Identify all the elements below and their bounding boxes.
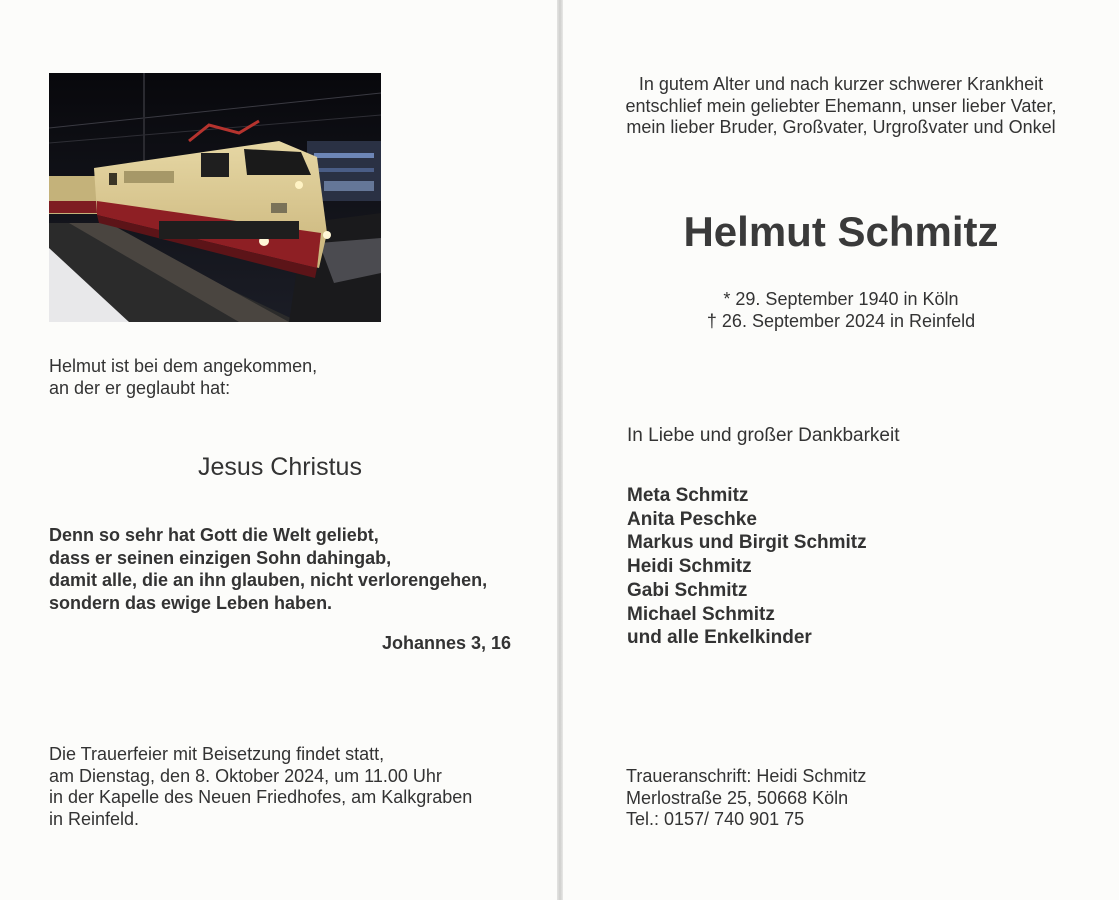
family-member: Michael Schmitz xyxy=(627,603,775,625)
verse-reference: Johannes 3, 16 xyxy=(381,633,511,653)
family-member: Meta Schmitz xyxy=(627,485,749,506)
phone-line: Tel.: 0157/ 740 901 75 xyxy=(626,809,805,829)
family-list xyxy=(627,484,867,650)
family-member: und alle Enkelkinder xyxy=(627,627,812,649)
family-member: Heidi Schmitz xyxy=(627,556,752,578)
family-member: Gabi Schmitz xyxy=(627,579,748,601)
arrival-text: Helmut ist bei dem angekommen, an der er geglaubt hat: xyxy=(49,356,318,398)
deceased-name: Helmut Schmitz xyxy=(683,208,999,255)
intro-text: In gutem Alter und nach kurzer schwerer Krankheit entschlief mein geliebter Ehemann, unser lieber Vater, mein lieber Bruder, Großvater, Urgroßvater und Onkel xyxy=(625,74,1057,137)
bible-verse: Denn so sehr hat Gott die Welt geliebt, dass er seinen einzigen Sohn dahingab, damit alle, die an ihn glauben, nicht verlorengehen, sondern das ewige Leben haben. xyxy=(49,525,488,613)
life-dates xyxy=(563,288,1119,332)
family-member: Markus und Birgit Schmitz xyxy=(627,532,867,554)
address-line: Merlostraße 25, 50668 Köln xyxy=(626,787,849,808)
verse-heading: Jesus Christus xyxy=(198,453,362,481)
train-photo xyxy=(49,73,381,322)
address-line: Traueranschrift: Heidi Schmitz xyxy=(626,766,867,786)
mourning-address xyxy=(626,766,866,831)
thanks-line: In Liebe und großer Dankbarkeit xyxy=(627,425,900,446)
right-page xyxy=(563,0,1119,900)
birth-date: * 29. September 1940 in Köln xyxy=(723,289,959,309)
train-photo-icon xyxy=(49,73,381,322)
death-date: † 26. September 2024 in Reinfeld xyxy=(706,311,976,331)
family-member: Anita Peschke xyxy=(627,508,757,530)
service-info: Die Trauerfeier mit Beisetzung findet statt, am Dienstag, den 8. Oktober 2024, um 11.00 Uhr in der Kapelle des Neuen Friedhofes, am Kalkgraben in Reinfeld. xyxy=(49,744,473,829)
left-page xyxy=(0,0,557,900)
